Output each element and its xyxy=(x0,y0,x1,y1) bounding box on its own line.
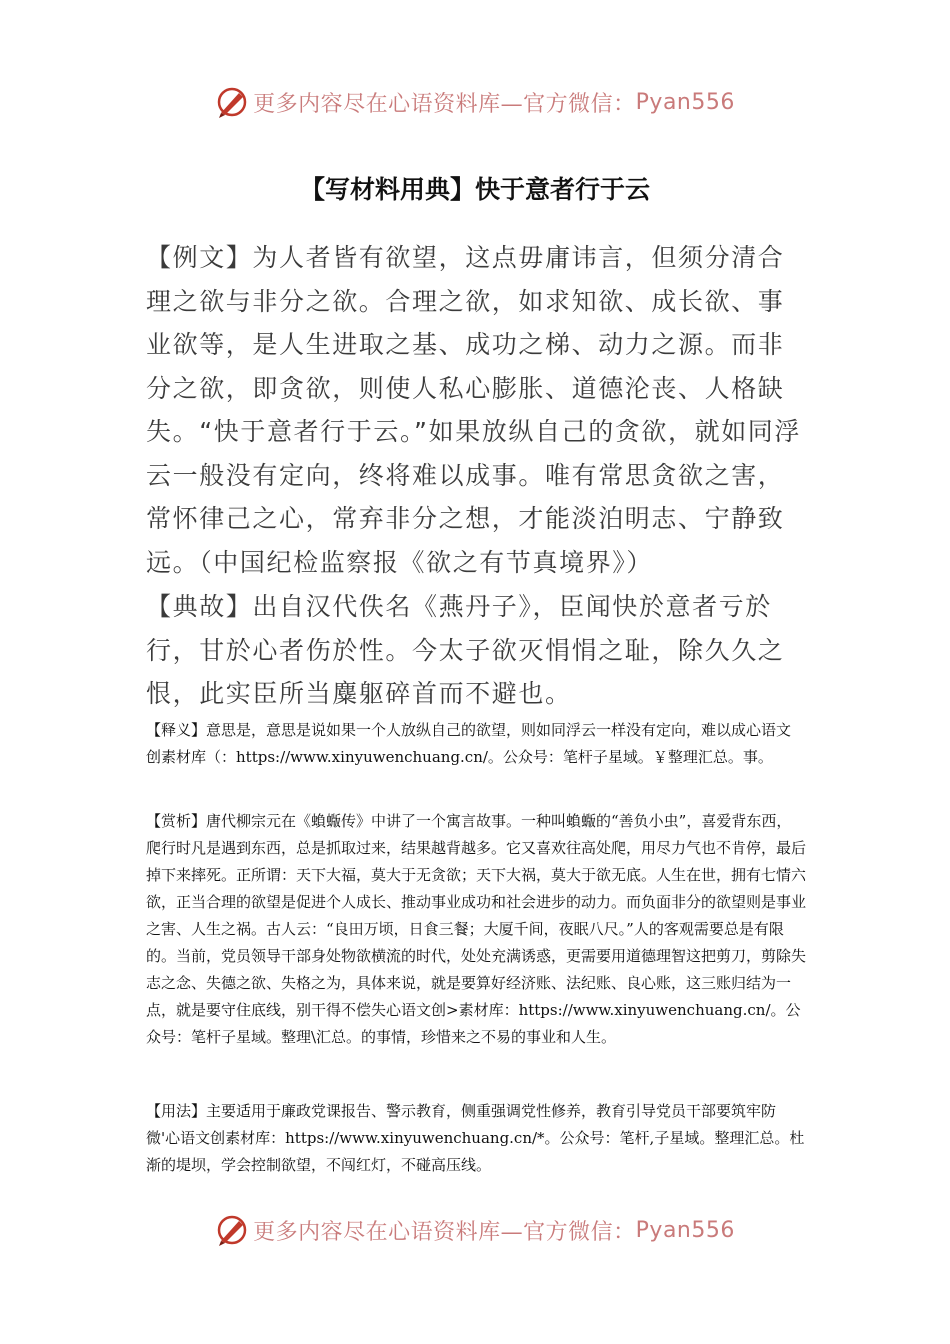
analysis-paragraph xyxy=(146,808,806,1051)
pen-logo-icon xyxy=(215,85,249,119)
meaning-paragraph xyxy=(146,717,806,771)
meaning-text: 意思是，意思是说如果一个人放纵自己的欲望，则如同浮云一样没有定向，难以成心语文创素材库（：https://www.xinyuwenchuang.cn/。公众号：笔杆子星域。￥整理汇总。事。 xyxy=(146,721,792,766)
analysis-label: 【赏析】 xyxy=(146,812,207,830)
page-title: 【写材料用典】快于意者行于云 xyxy=(299,175,650,204)
story-paragraph xyxy=(146,585,806,716)
banner-wechat-id: Pyan556 xyxy=(635,89,735,115)
example-paragraph xyxy=(146,236,806,584)
pen-logo-icon xyxy=(215,1213,249,1247)
banner-wechat-id: Pyan556 xyxy=(635,1217,735,1243)
meaning-label: 【释义】 xyxy=(146,721,207,739)
story-label: 【典故】 xyxy=(146,592,253,621)
example-label: 【例文】 xyxy=(146,243,253,272)
analysis-text: 唐代柳宗元在《蝜蝂传》中讲了一个寓言故事。一种叫蝜蝂的“善负小虫”，喜爱背东西，爬行时凡是遇到东西，总是抓取过来，结果越背越多。它又喜欢往高处爬，用尽力气也不肯停，最后掉下来摔死。正所谓：天下大福，莫大于无贪欲；天下大祸，莫大于欲无底。人生在世，拥有七情六欲，正当合理的欲望是促进个人成长、推动事业成功和社会进步的动力。而负面非分的欲望则是事业之害、人生之祸。古人云：“良田万顷，日食三餐；大厦千间，夜眠八尺。”人的客观需要总是有限的。当前，党员领导干部身处物欲横流的时代，处处充满诱惑，更需要用道德理智这把剪刀，剪除失志之念、失德之欲、失格之为，具体来说，就是要算好经济账、法纪账、良心账，这三账归结为一点，就是要守住底线，别干得不偿失心语文创>素材库：https://www.xinyuwenchuang.cn/。公众号：笔杆子星域。整理\汇总。的事情，珍惜来之不易的事业和人生。 xyxy=(146,812,807,1046)
usage-label: 【用法】 xyxy=(146,1102,207,1120)
usage-paragraph xyxy=(146,1098,806,1179)
usage-text: 主要适用于廉政党课报告、警示教育，侧重强调党性修养，教育引导党员干部要筑牢防微'心语文创素材库：https://www.xinyuwenchuang.cn/*。公众号：笔杆,子星域。整理汇总。杜渐的堤坝，学会控制欲望，不闯红灯，不碰高压线。 xyxy=(146,1102,805,1174)
footer-banner xyxy=(0,1210,950,1250)
story-text: 出自汉代佚名《燕丹子》，臣闻快於意者亏於行，甘於心者伤於性。今太子欲灭悁悁之耻，除久久之恨，此实臣所当麋躯碎首而不避也。 xyxy=(146,592,785,708)
header-banner xyxy=(0,82,950,122)
example-text: 为人者皆有欲望，这点毋庸讳言，但须分清合理之欲与非分之欲。合理之欲，如求知欲、成长欲、事业欲等，是人生进取之基、成功之梯、动力之源。而非分之欲，即贪欲，则使人私心膨胀、道德沦丧、人格缺失。“快于意者行于云。”如果放纵自己的贪欲，就如同浮云一般没有定向，终将难以成事。唯有常思贪欲之害，常怀律己之心，常弃非分之想，才能淡泊明志、宁静致远。（中国纪检监察报《欲之有节真境界》） xyxy=(146,243,802,577)
banner-text: 更多内容尽在心语资料库—官方微信： xyxy=(253,1219,636,1245)
banner-text: 更多内容尽在心语资料库—官方微信： xyxy=(253,91,636,117)
